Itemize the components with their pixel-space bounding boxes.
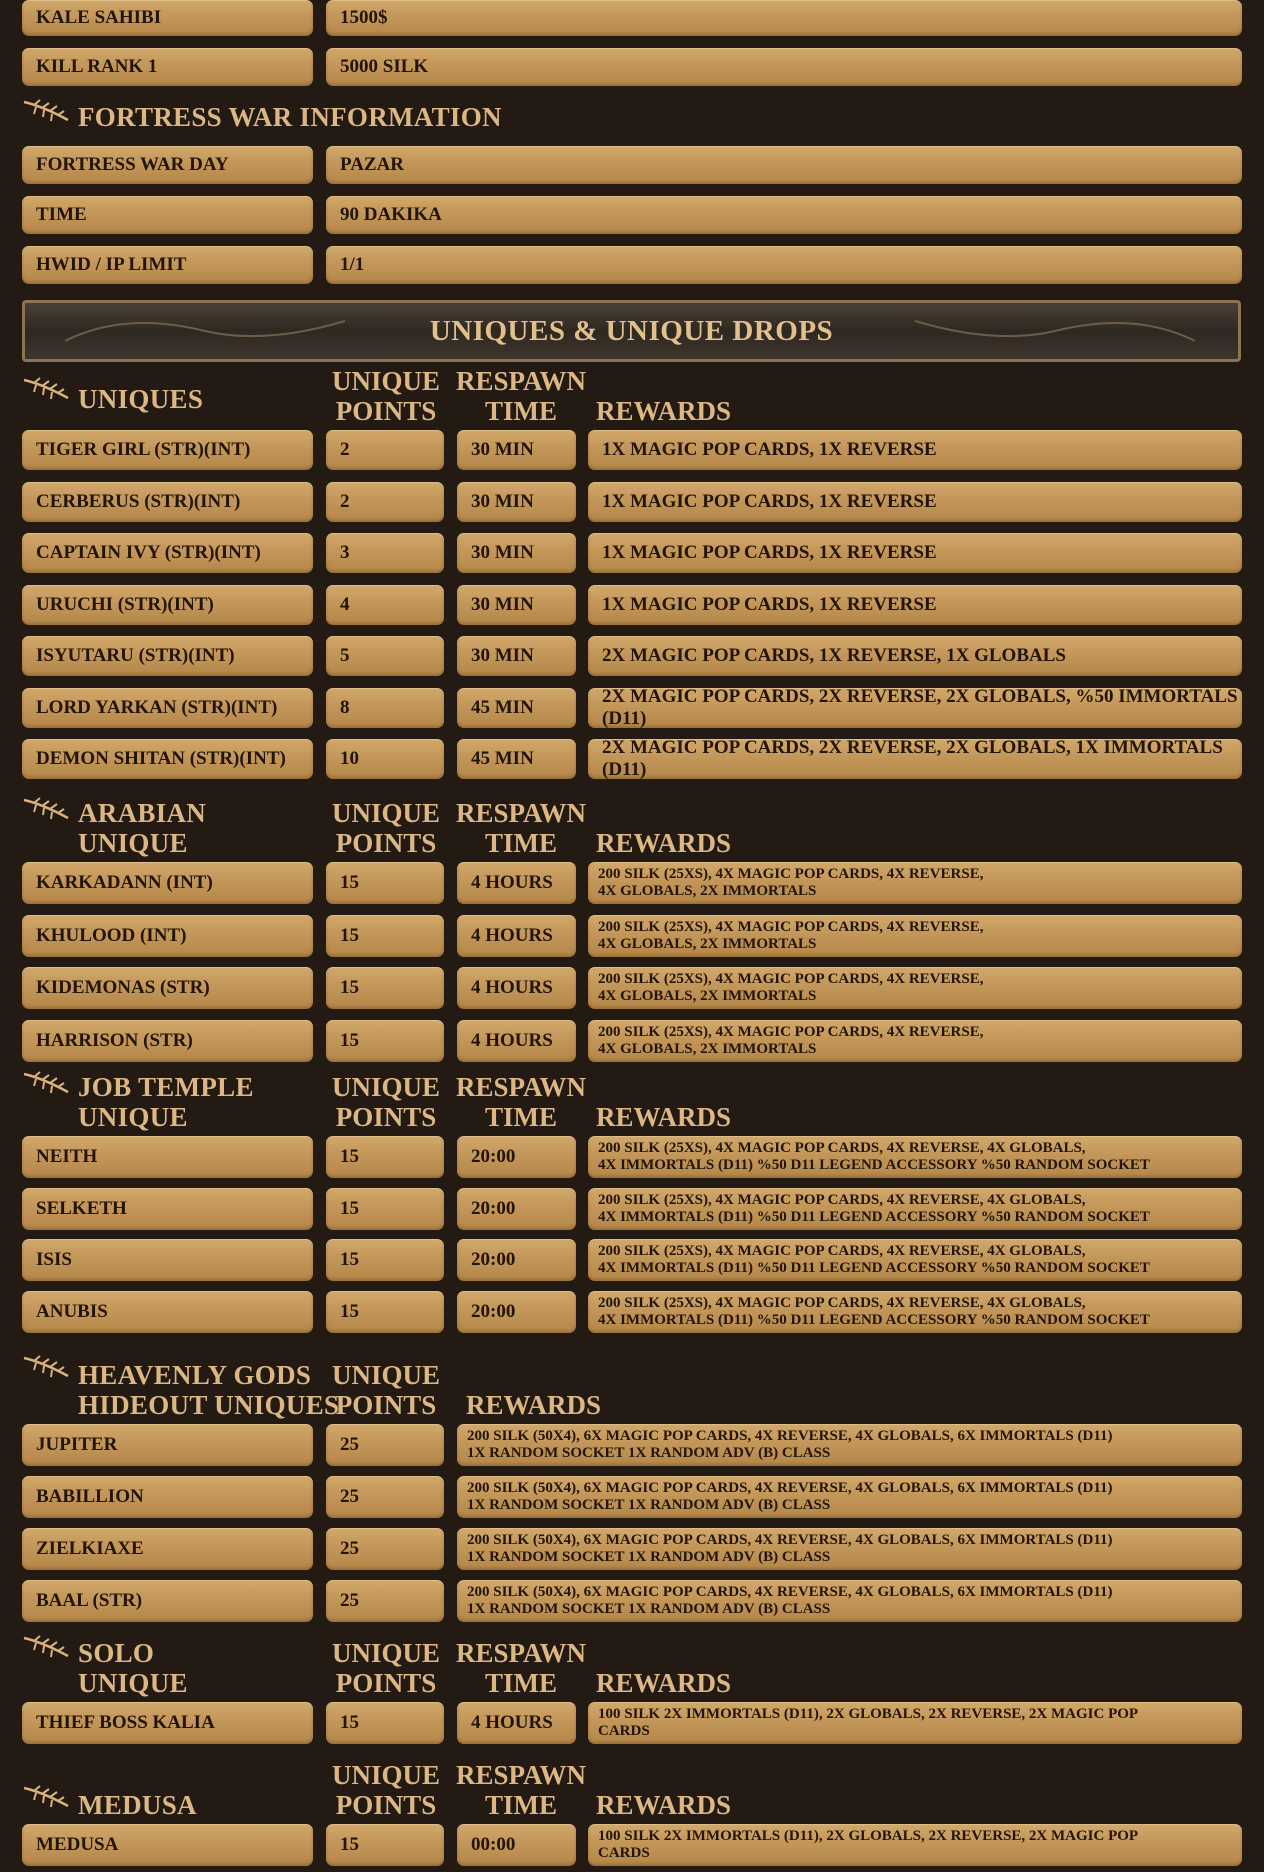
unique-points: 10 — [326, 739, 444, 779]
unique-rewards: 200 SILK (50X4), 6X MAGIC POP CARDS, 4X REVERSE, 4X GLOBALS, 6X IMMORTALS (D11) 1X RANDOM SOCKET 1X RANDOM ADV (B) CLASS — [457, 1476, 1242, 1518]
col-header-respawn: RESPAWN — [455, 798, 587, 828]
col-header-rewards: REWARDS — [466, 1390, 602, 1420]
unique-points: 15 — [326, 1020, 444, 1062]
respawn-time: 30 MIN — [457, 585, 576, 625]
unique-points: 15 — [326, 1136, 444, 1178]
section-title-arabian-1: ARABIAN — [78, 798, 207, 828]
unique-name: BAAL (STR) — [22, 1580, 313, 1622]
section-title-medusa: MEDUSA — [78, 1790, 197, 1820]
section-title-heavenly-2: HIDEOUT UNIQUES — [78, 1390, 340, 1420]
unique-name: KIDEMONAS (STR) — [22, 967, 313, 1009]
fortress-value-limit: 1/1 — [326, 246, 1242, 284]
unique-name: CAPTAIN IVY (STR)(INT) — [22, 533, 313, 573]
col-header-unique: UNIQUE — [331, 1760, 440, 1790]
col-header-rewards: REWARDS — [596, 828, 732, 858]
unique-name: BABILLION — [22, 1476, 313, 1518]
unique-points: 15 — [326, 1702, 444, 1744]
unique-rewards: 200 SILK (25XS), 4X MAGIC POP CARDS, 4X REVERSE, 4X GLOBALS, 4X IMMORTALS (D11) %50 D11 LEGEND ACCESSORY %50 RANDOM SOCKET — [588, 1188, 1242, 1230]
col-header-unique: UNIQUE — [331, 1638, 440, 1668]
unique-name: JUPITER — [22, 1424, 313, 1466]
unique-name: KHULOOD (INT) — [22, 915, 313, 957]
col-header-unique: UNIQUE — [331, 1072, 440, 1102]
respawn-time: 45 MIN — [457, 739, 576, 779]
section-title-fortress: FORTRESS WAR INFORMATION — [78, 102, 502, 132]
unique-points: 15 — [326, 915, 444, 957]
col-header-points: POINTS — [335, 1390, 437, 1420]
unique-points: 15 — [326, 1239, 444, 1281]
unique-points: 15 — [326, 862, 444, 904]
wheat-icon — [22, 1784, 72, 1814]
unique-points: 25 — [326, 1424, 444, 1466]
unique-points: 25 — [326, 1580, 444, 1622]
unique-name: ISIS — [22, 1239, 313, 1281]
col-header-unique: UNIQUE — [331, 1360, 440, 1390]
col-header-respawn: RESPAWN — [455, 1760, 587, 1790]
unique-rewards: 200 SILK (25XS), 4X MAGIC POP CARDS, 4X REVERSE, 4X GLOBALS, 2X IMMORTALS — [588, 862, 1242, 904]
col-header-points: POINTS — [335, 828, 437, 858]
unique-name: HARRISON (STR) — [22, 1020, 313, 1062]
col-header-unique: UNIQUE — [331, 798, 440, 828]
respawn-time: 20:00 — [457, 1188, 576, 1230]
unique-name: ANUBIS — [22, 1291, 313, 1333]
banner-title: UNIQUES & UNIQUE DROPS — [429, 314, 834, 347]
respawn-time: 4 HOURS — [457, 1020, 576, 1062]
unique-name: DEMON SHITAN (STR)(INT) — [22, 739, 313, 779]
col-header-time: TIME — [484, 396, 557, 426]
unique-rewards: 2X MAGIC POP CARDS, 2X REVERSE, 2X GLOBALS, %50 IMMORTALS (D11) — [588, 688, 1242, 728]
unique-name: LORD YARKAN (STR)(INT) — [22, 688, 313, 728]
respawn-time: 45 MIN — [457, 688, 576, 728]
respawn-time: 30 MIN — [457, 430, 576, 470]
fortress-label-limit: HWID / IP LIMIT — [22, 246, 313, 284]
unique-name: CERBERUS (STR)(INT) — [22, 482, 313, 522]
unique-points: 25 — [326, 1476, 444, 1518]
respawn-time: 30 MIN — [457, 636, 576, 676]
unique-points: 15 — [326, 1291, 444, 1333]
unique-points: 5 — [326, 636, 444, 676]
section-title-solo-1: SOLO — [78, 1638, 155, 1668]
col-header-unique: UNIQUE — [331, 366, 440, 396]
col-header-points: POINTS — [335, 1790, 437, 1820]
ornament-left-icon — [65, 311, 345, 351]
wheat-icon — [22, 796, 72, 826]
fortress-value-day: PAZAR — [326, 146, 1242, 184]
col-header-respawn: RESPAWN — [455, 366, 587, 396]
unique-name: MEDUSA — [22, 1824, 313, 1866]
unique-points: 8 — [326, 688, 444, 728]
unique-name: SELKETH — [22, 1188, 313, 1230]
wheat-icon — [22, 1070, 72, 1100]
col-header-rewards: REWARDS — [596, 1790, 732, 1820]
col-header-points: POINTS — [335, 396, 437, 426]
row-value-kill-rank: 5000 SILK — [326, 48, 1242, 86]
col-header-respawn: RESPAWN — [455, 1638, 587, 1668]
col-header-rewards: REWARDS — [596, 1102, 732, 1132]
unique-rewards: 100 SILK 2X IMMORTALS (D11), 2X GLOBALS, 2X REVERSE, 2X MAGIC POP CARDS — [588, 1702, 1242, 1744]
unique-points: 15 — [326, 1188, 444, 1230]
unique-name: NEITH — [22, 1136, 313, 1178]
col-header-rewards: REWARDS — [596, 1668, 732, 1698]
unique-rewards: 200 SILK (25XS), 4X MAGIC POP CARDS, 4X REVERSE, 4X GLOBALS, 4X IMMORTALS (D11) %50 D11 LEGEND ACCESSORY %50 RANDOM SOCKET — [588, 1291, 1242, 1333]
section-title-heavenly-1: HEAVENLY GODS — [78, 1360, 312, 1390]
unique-rewards: 1X MAGIC POP CARDS, 1X REVERSE — [588, 482, 1242, 522]
fortress-label-time: TIME — [22, 196, 313, 234]
row-label-kill-rank: KILL RANK 1 — [22, 48, 313, 86]
unique-points: 4 — [326, 585, 444, 625]
respawn-time: 4 HOURS — [457, 1702, 576, 1744]
respawn-time: 30 MIN — [457, 482, 576, 522]
unique-rewards: 200 SILK (50X4), 6X MAGIC POP CARDS, 4X REVERSE, 4X GLOBALS, 6X IMMORTALS (D11) 1X RANDOM SOCKET 1X RANDOM ADV (B) CLASS — [457, 1580, 1242, 1622]
unique-name: ISYUTARU (STR)(INT) — [22, 636, 313, 676]
col-header-points: POINTS — [335, 1668, 437, 1698]
row-value-kale-sahibi: 1500$ — [326, 0, 1242, 36]
col-header-rewards: REWARDS — [596, 396, 732, 426]
unique-name: URUCHI (STR)(INT) — [22, 585, 313, 625]
ornament-right-icon — [915, 311, 1195, 351]
respawn-time: 00:00 — [457, 1824, 576, 1866]
fortress-label-day: FORTRESS WAR DAY — [22, 146, 313, 184]
row-label-kale-sahibi: KALE SAHIBI — [22, 0, 313, 36]
unique-rewards: 200 SILK (50X4), 6X MAGIC POP CARDS, 4X REVERSE, 4X GLOBALS, 6X IMMORTALS (D11) 1X RANDOM SOCKET 1X RANDOM ADV (B) CLASS — [457, 1528, 1242, 1570]
unique-points: 25 — [326, 1528, 444, 1570]
unique-name: TIGER GIRL (STR)(INT) — [22, 430, 313, 470]
section-title-uniques: UNIQUES — [78, 384, 204, 414]
respawn-time: 4 HOURS — [457, 915, 576, 957]
col-header-time: TIME — [484, 1790, 557, 1820]
col-header-time: TIME — [484, 1102, 557, 1132]
fortress-value-time: 90 DAKIKA — [326, 196, 1242, 234]
wheat-icon — [22, 98, 72, 128]
unique-name: KARKADANN (INT) — [22, 862, 313, 904]
unique-rewards: 2X MAGIC POP CARDS, 2X REVERSE, 2X GLOBALS, 1X IMMORTALS (D11) — [588, 739, 1242, 779]
unique-rewards: 200 SILK (25XS), 4X MAGIC POP CARDS, 4X REVERSE, 4X GLOBALS, 4X IMMORTALS (D11) %50 D11 LEGEND ACCESSORY %50 RANDOM SOCKET — [588, 1136, 1242, 1178]
respawn-time: 20:00 — [457, 1239, 576, 1281]
unique-rewards: 200 SILK (25XS), 4X MAGIC POP CARDS, 4X REVERSE, 4X GLOBALS, 4X IMMORTALS (D11) %50 D11 LEGEND ACCESSORY %50 RANDOM SOCKET — [588, 1239, 1242, 1281]
section-banner — [22, 300, 1241, 362]
unique-rewards: 200 SILK (25XS), 4X MAGIC POP CARDS, 4X REVERSE, 4X GLOBALS, 2X IMMORTALS — [588, 1020, 1242, 1062]
respawn-time: 30 MIN — [457, 533, 576, 573]
section-title-job-temple-1: JOB TEMPLE — [78, 1072, 254, 1102]
wheat-icon — [22, 1634, 72, 1664]
unique-points: 15 — [326, 967, 444, 1009]
wheat-icon — [22, 376, 72, 406]
section-title-job-temple-2: UNIQUE — [78, 1102, 188, 1132]
unique-rewards: 1X MAGIC POP CARDS, 1X REVERSE — [588, 585, 1242, 625]
col-header-time: TIME — [484, 828, 557, 858]
unique-name: ZIELKIAXE — [22, 1528, 313, 1570]
respawn-time: 20:00 — [457, 1136, 576, 1178]
wheat-icon — [22, 1354, 72, 1384]
unique-rewards: 200 SILK (25XS), 4X MAGIC POP CARDS, 4X REVERSE, 4X GLOBALS, 2X IMMORTALS — [588, 915, 1242, 957]
unique-name: THIEF BOSS KALIA — [22, 1702, 313, 1744]
unique-rewards: 200 SILK (50X4), 6X MAGIC POP CARDS, 4X REVERSE, 4X GLOBALS, 6X IMMORTALS (D11) 1X RANDOM SOCKET 1X RANDOM ADV (B) CLASS — [457, 1424, 1242, 1466]
unique-rewards: 200 SILK (25XS), 4X MAGIC POP CARDS, 4X REVERSE, 4X GLOBALS, 2X IMMORTALS — [588, 967, 1242, 1009]
unique-points: 2 — [326, 430, 444, 470]
unique-points: 3 — [326, 533, 444, 573]
unique-rewards: 1X MAGIC POP CARDS, 1X REVERSE — [588, 533, 1242, 573]
section-title-arabian-2: UNIQUE — [78, 828, 188, 858]
section-title-solo-2: UNIQUE — [78, 1668, 188, 1698]
respawn-time: 20:00 — [457, 1291, 576, 1333]
unique-points: 15 — [326, 1824, 444, 1866]
unique-rewards: 1X MAGIC POP CARDS, 1X REVERSE — [588, 430, 1242, 470]
respawn-time: 4 HOURS — [457, 967, 576, 1009]
col-header-time: TIME — [484, 1668, 557, 1698]
col-header-points: POINTS — [335, 1102, 437, 1132]
col-header-respawn: RESPAWN — [455, 1072, 587, 1102]
unique-rewards: 100 SILK 2X IMMORTALS (D11), 2X GLOBALS, 2X REVERSE, 2X MAGIC POP CARDS — [588, 1824, 1242, 1866]
unique-rewards: 2X MAGIC POP CARDS, 1X REVERSE, 1X GLOBALS — [588, 636, 1242, 676]
unique-points: 2 — [326, 482, 444, 522]
respawn-time: 4 HOURS — [457, 862, 576, 904]
